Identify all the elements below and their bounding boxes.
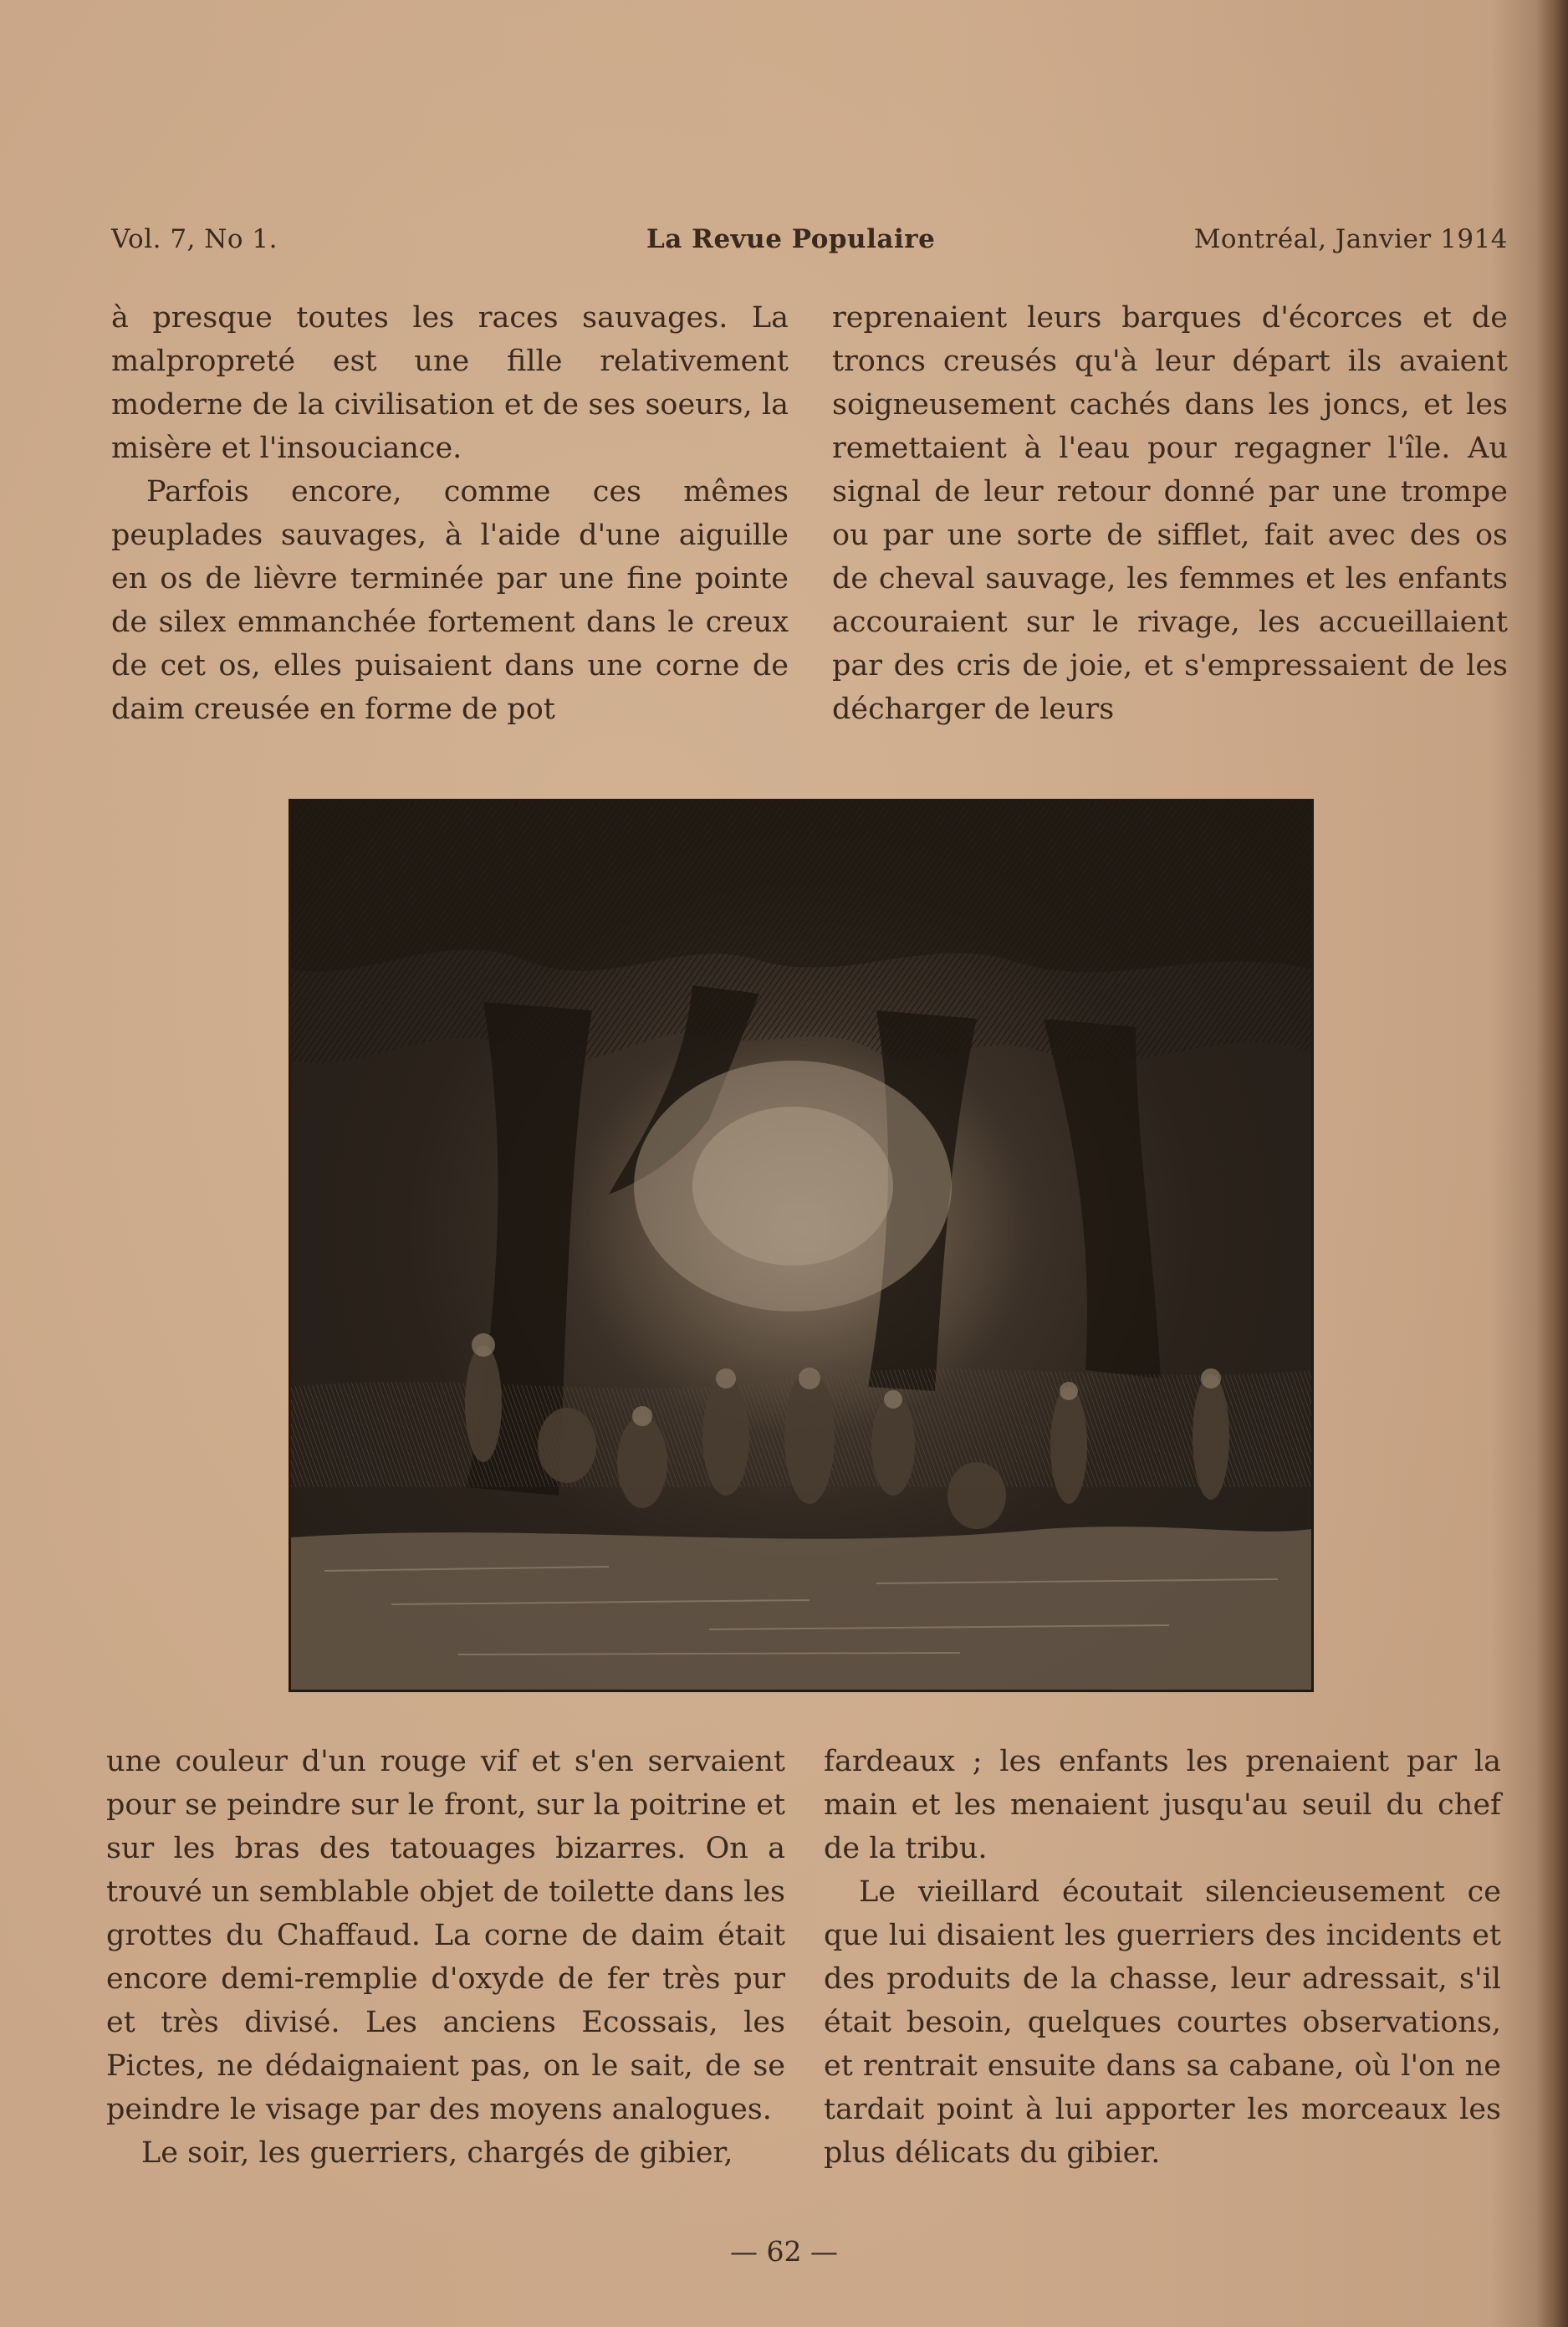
column-top-right (832, 296, 1508, 731)
paragraph: une couleur d'un rouge vif et s'en servaient pour se peindre sur le front, sur la poitrine et sur les bras des tatouages bizarres. On a trouvé un semblable objet de toilette dans les grottes du Chaffaud. La corne de daim était encore demi-remplie d'oxyde de fer très pur et très divisé. Les anciens Ecossais, les Pictes, ne dédaignaient pas, on le sait, de se peindre le visage par des moyens analogues. (106, 1745, 785, 2126)
running-header (111, 224, 1508, 264)
paragraph: Le vieillard écoutait silencieusement ce que lui disaient les guerriers des incidents et des produits de la chasse, leur adressait, s'il était besoin, quelques courtes observations, et rentrait ensuite dans sa cabane, où l'on ne tardait point à lui apporter les morceaux les plus délicats du gibier. (824, 1875, 1501, 2170)
place-and-date: Montréal, Janvier 1914 (1193, 224, 1508, 254)
engraving-illustration (289, 799, 1314, 1692)
column-bottom-right (824, 1740, 1501, 2175)
page-number: — 62 — (730, 2235, 838, 2268)
engraving-image (291, 801, 1311, 1690)
paragraph: fardeaux ; les enfants les prenaient par la main et les menaient jusqu'au seuil du chef de la tribu. (824, 1745, 1501, 1865)
journal-title: La Revue Populaire (646, 224, 936, 254)
volume-number: Vol. 7, No 1. (111, 224, 278, 254)
column-top-left (111, 296, 789, 731)
column-bottom-left (106, 1740, 785, 2175)
paragraph: à presque toutes les races sauvages. La malpropreté est une fille relativement moderne de la civilisation et de ses soeurs, la misère et l'insouciance. (111, 301, 789, 465)
book-spine-shadow (1536, 0, 1568, 2327)
paragraph: Le soir, les guerriers, chargés de gibier, (141, 2136, 733, 2170)
paragraph: reprenaient leurs barques d'écorces et de troncs creusés qu'à leur départ ils avaient soigneusement cachés dans les joncs, et les remettaient à l'eau pour regagner l'île. Au signal de leur retour donné par une trompe ou par une sorte de sifflet, fait avec des os de cheval sauvage, les femmes et les enfants accouraient sur le rivage, les accueillaient par des cris de joie, et s'empressaient de les décharger de leurs (832, 301, 1508, 726)
paragraph: Parfois encore, comme ces mêmes peuplades sauvages, à l'aide d'une aiguille en os de lièvre terminée par une fine pointe de silex emmanchée fortement dans le creux de cet os, elles puisaient dans une corne de daim creusée en forme de pot (111, 475, 789, 726)
